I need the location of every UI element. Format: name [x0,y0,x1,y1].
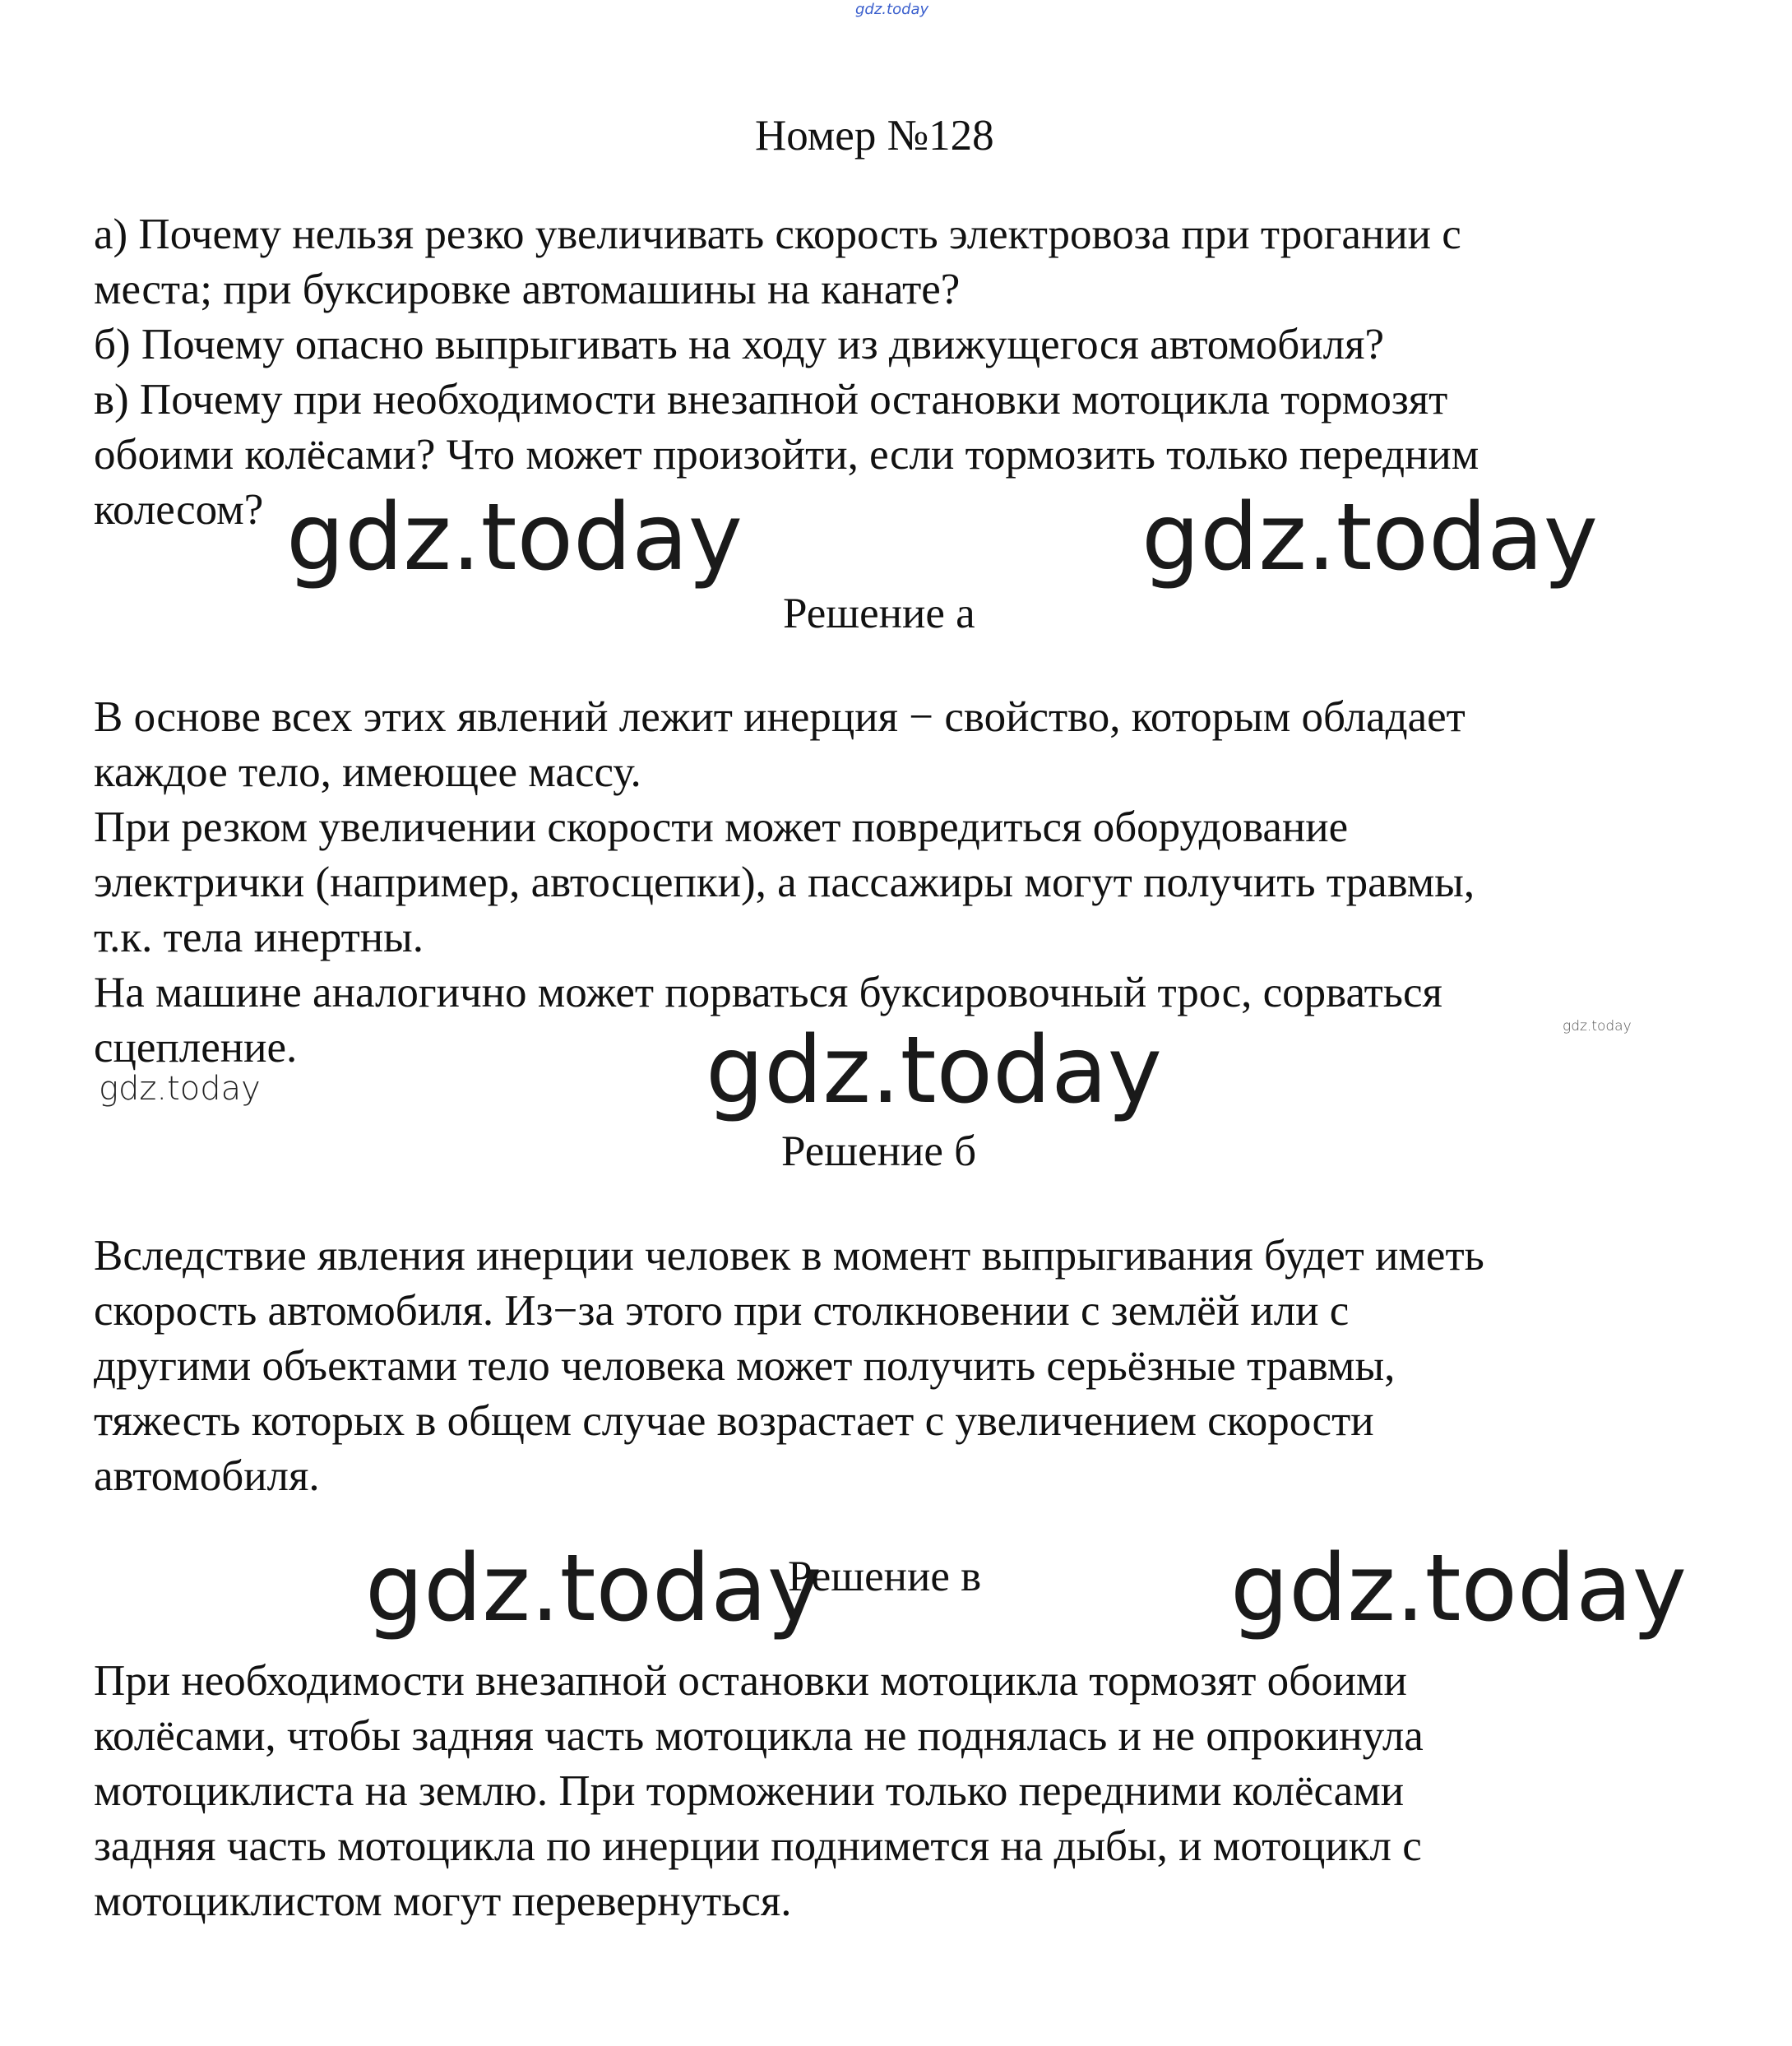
solution-b-line: Вследствие явления инерции человек в момент выпрыгивания будет иметь [94,1232,1484,1280]
watermark-tiny: gdz.today [1563,1018,1632,1035]
watermark-small: gdz.today [99,1070,261,1108]
watermark-large: gdz.today [1141,484,1599,591]
solution-c-heading: Решение в [788,1553,982,1600]
question-line: а) Почему нельзя резко увеличивать скорость электровоза при трогании с [94,211,1461,258]
question-line: в) Почему при необходимости внезапной остановки мотоцикла тормозят [94,376,1448,424]
solution-a-line: т.к. тела инертны. [94,914,424,961]
solution-b-line: скорость автомобиля. Из−за этого при столкновении с землёй или с [94,1287,1350,1335]
solution-a-line: электрички (например, автосцепки), а пассажиры могут получить травмы, [94,859,1475,906]
watermark-large: gdz.today [706,1017,1163,1124]
watermark-large: gdz.today [365,1535,822,1642]
solution-a-line: На машине аналогично может порваться буксировочный трос, сорваться [94,969,1442,1016]
solution-c-line: мотоциклиста на землю. При торможении только передними колёсами [94,1767,1405,1815]
solution-a-line: В основе всех этих явлений лежит инерция − свойство, которым обладает [94,693,1466,741]
watermark-top: gdz.today [855,1,929,18]
solution-b-line: автомобиля. [94,1452,320,1500]
question-line: колесом? [94,486,264,534]
solution-c-line: задняя часть мотоцикла по инерции поднимется на дыбы, и мотоцикл с [94,1822,1422,1870]
solution-b-heading: Решение б [781,1127,977,1175]
page-title: Номер №128 [755,112,994,160]
solution-b-line: другими объектами тело человека может получить серьёзные травмы, [94,1342,1396,1390]
watermark-large: gdz.today [286,484,743,591]
solution-a-line: При резком увеличении скорости может повредиться оборудование [94,803,1349,851]
question-line: б) Почему опасно выпрыгивать на ходу из движущегося автомобиля? [94,321,1384,368]
solution-a-heading: Решение а [783,590,975,637]
solution-c-line: мотоциклистом могут перевернуться. [94,1877,792,1925]
solution-b-line: тяжесть которых в общем случае возрастает с увеличением скорости [94,1397,1374,1445]
question-line: обоими колёсами? Что может произойти, если тормозить только передним [94,431,1479,479]
solution-a-line: каждое тело, имеющее массу. [94,748,641,796]
solution-c-line: При необходимости внезапной остановки мотоцикла тормозят обоими [94,1657,1407,1705]
question-line: места; при буксировке автомашины на канате? [94,266,961,313]
solution-a-line: сцепление. [94,1024,298,1072]
solution-c-line: колёсами, чтобы задняя часть мотоцикла не поднялась и не опрокинула [94,1712,1424,1760]
watermark-large: gdz.today [1230,1535,1688,1642]
